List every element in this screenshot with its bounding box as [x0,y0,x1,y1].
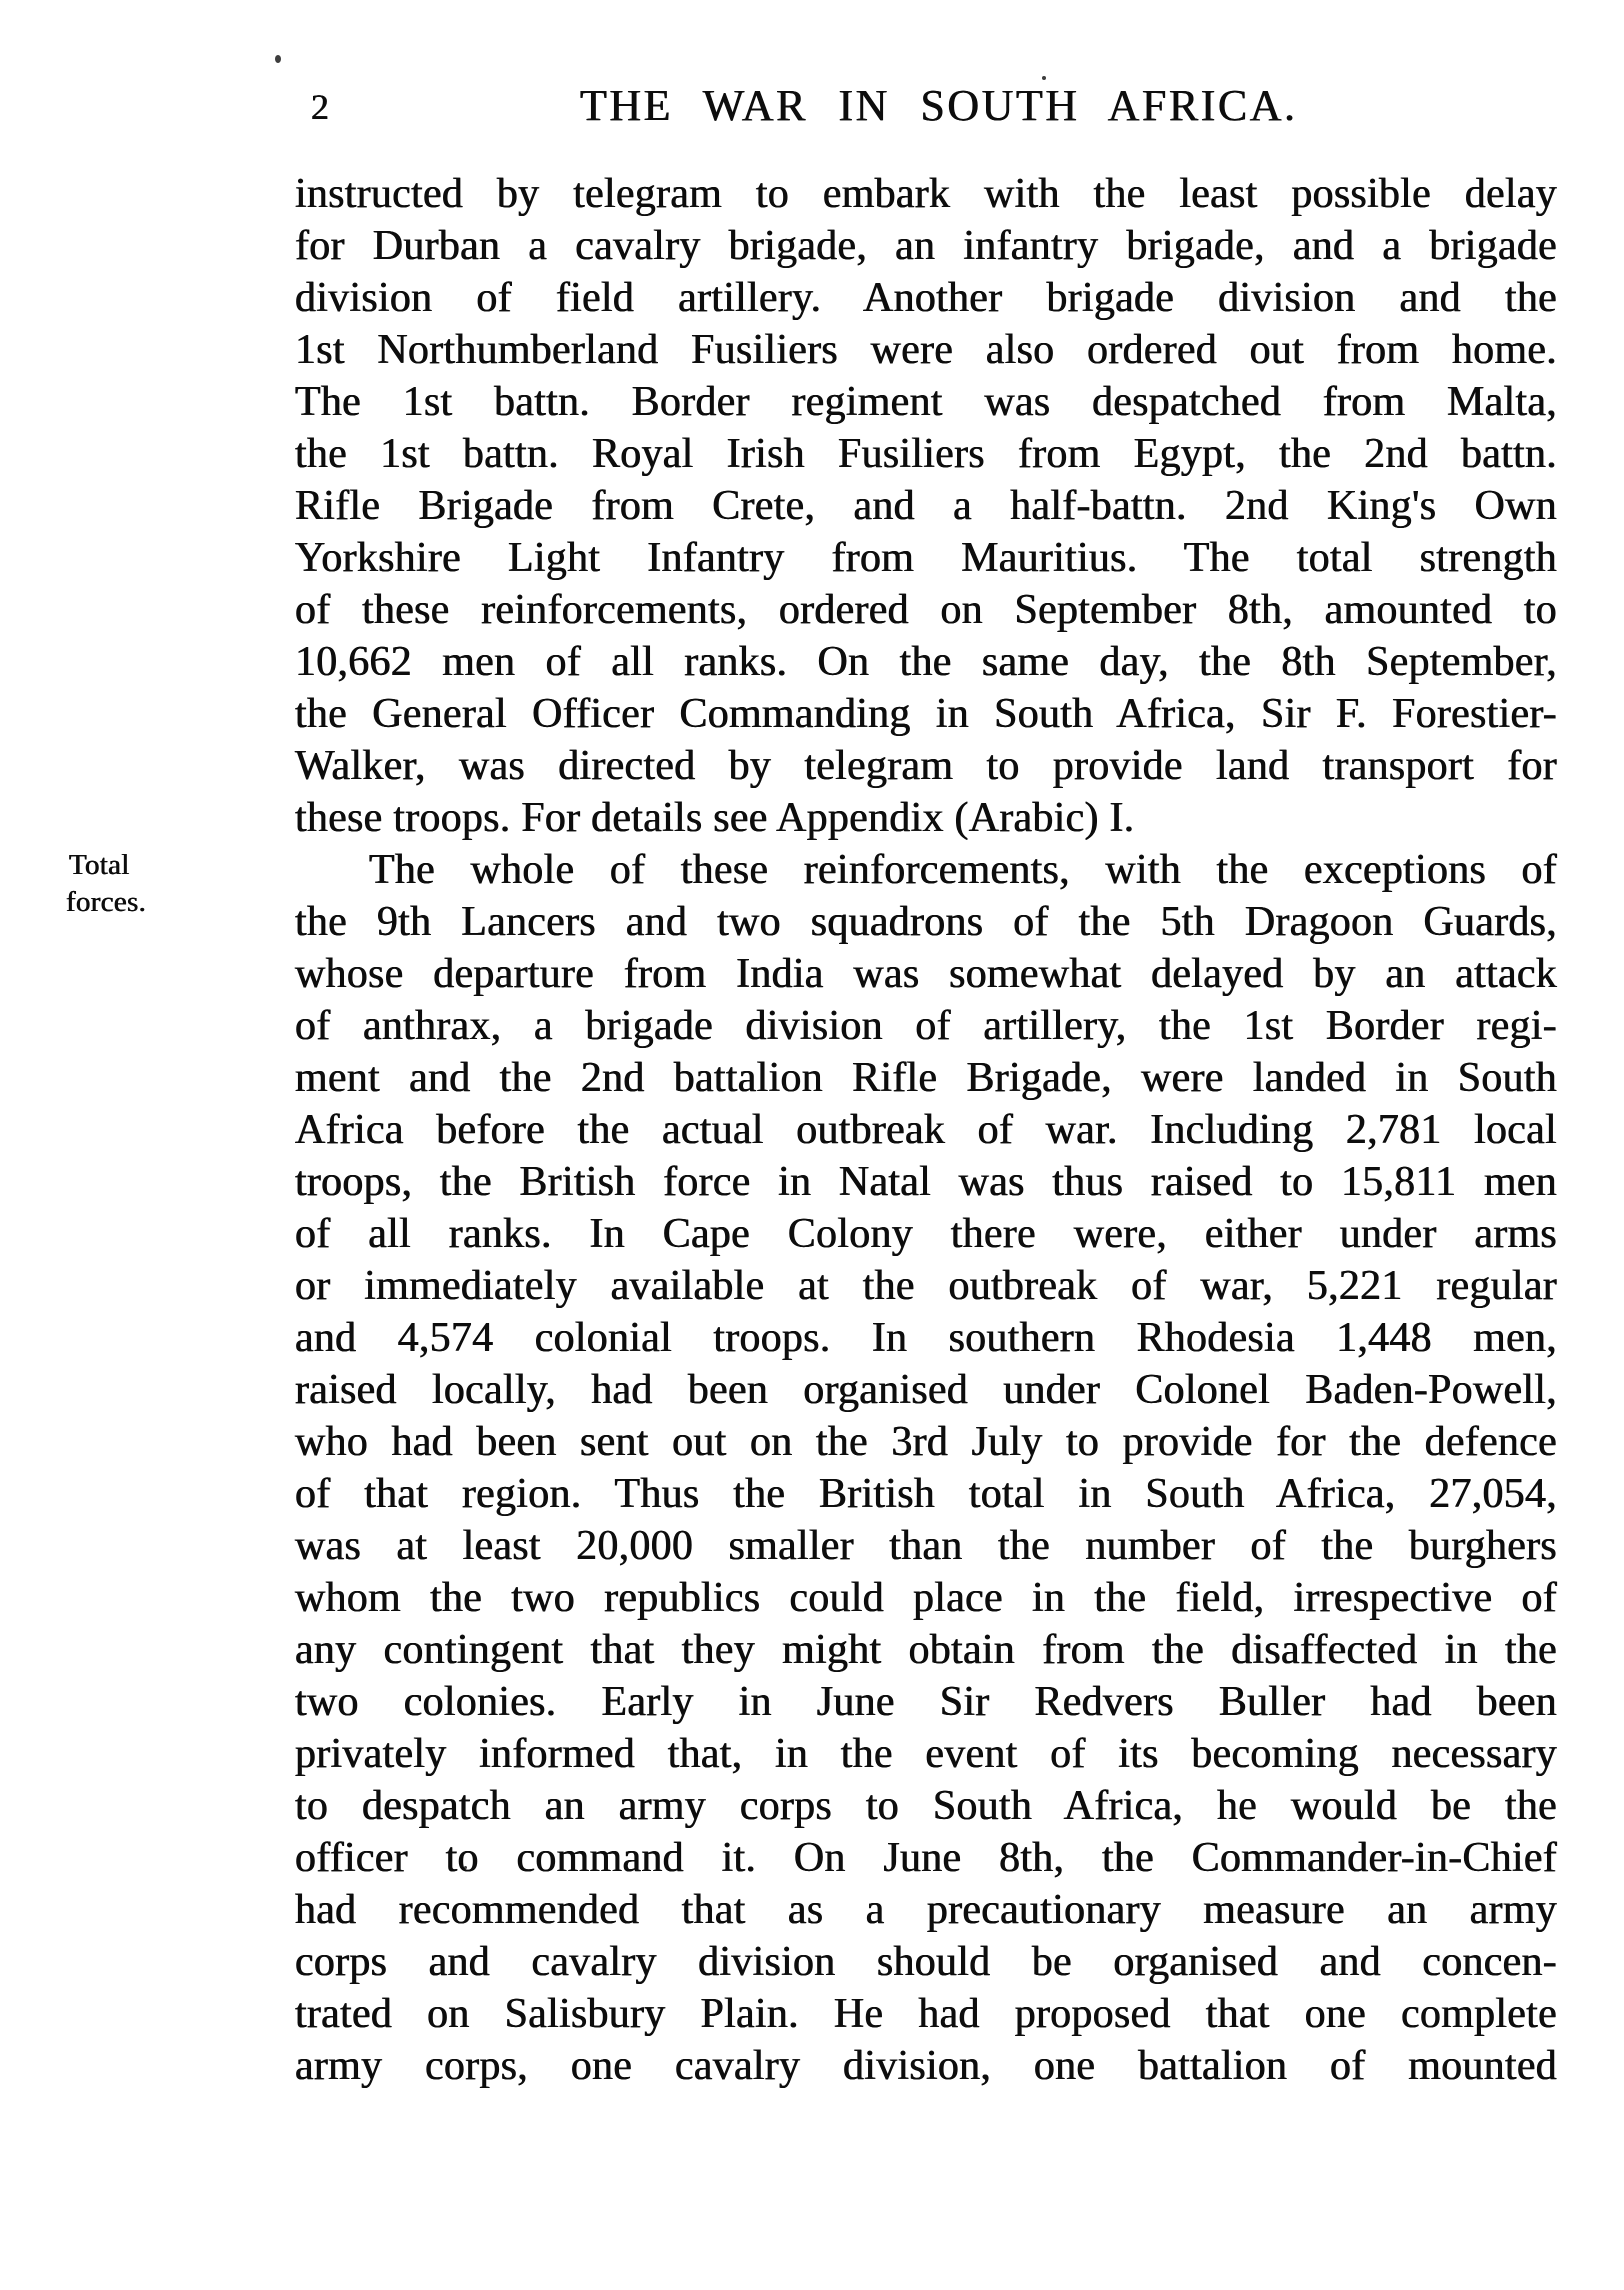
text-line: any contingent that they might obtain from the disaffected in the [295,1627,1557,1673]
text-line: was at least 20,000 smaller than the number of the burghers [295,1523,1557,1569]
running-title: THE WAR IN SOUTH AFRICA. [580,81,1298,130]
text-line: of these reinforcements, ordered on September 8th, amounted to [295,587,1557,633]
text-line: two colonies. Early in June Sir Redvers Buller had been [295,1679,1557,1725]
text-line: or immediately available at the outbreak of war, 5,221 regular [295,1263,1557,1309]
margin-note-line: forces. [66,886,147,918]
text-line: of that region. Thus the British total in South Africa, 27,054, [295,1471,1557,1517]
scan-speck [1042,76,1046,80]
text-line: troops, the British force in Natal was thus raised to 15,811 men [295,1159,1557,1205]
scan-speck [275,55,281,63]
text-line: of anthrax, a brigade division of artillery, the 1st Border regi- [295,1003,1557,1049]
text-line: raised locally, had been organised under Colonel Baden-Powell, [295,1367,1557,1413]
text-line: privately informed that, in the event of its becoming necessary [295,1731,1557,1777]
text-line: 1st Northumberland Fusiliers were also ordered out from home. [295,327,1557,373]
margin-note [66,847,146,921]
text-line: division of field artillery. Another brigade division and the [295,275,1557,321]
text-line: officer to command it. On June 8th, the Commander-in-Chief [295,1835,1557,1881]
text-line: Walker, was directed by telegram to provide land transport for [295,743,1557,789]
text-column [295,168,1557,2092]
text-line: whom the two republics could place in the field, irrespective of [295,1575,1557,1621]
text-line: army corps, one cavalry division, one battalion of mounted [295,2043,1557,2089]
text-line: the 1st battn. Royal Irish Fusiliers from Egypt, the 2nd battn. [295,431,1557,477]
text-line: and 4,574 colonial troops. In southern Rhodesia 1,448 men, [295,1315,1557,1361]
text-line: Rifle Brigade from Crete, and a half-battn. 2nd King's Own [295,483,1557,529]
text-line: ment and the 2nd battalion Rifle Brigade, were landed in South [295,1055,1557,1101]
text-line: instructed by telegram to embark with the least possible delay [295,171,1557,217]
text-line: these troops. For details see Appendix (Arabic) I. [295,795,1135,841]
text-line: who had been sent out on the 3rd July to provide for the defence [295,1419,1557,1465]
page-number: 2 [311,87,329,127]
text-line: the 9th Lancers and two squadrons of the 5th Dragoon Guards, [295,899,1557,945]
text-line: the General Officer Commanding in South Africa, Sir F. Forestier- [295,691,1557,737]
text-line: to despatch an army corps to South Africa, he would be the [295,1783,1557,1829]
text-line: for Durban a cavalry brigade, an infantry brigade, and a brigade [295,223,1557,269]
text-line: The whole of these reinforcements, with the exceptions of [369,847,1557,893]
text-line: of all ranks. In Cape Colony there were, either under arms [295,1211,1557,1257]
text-line: Africa before the actual outbreak of war. Including 2,781 local [295,1107,1557,1153]
text-line: 10,662 men of all ranks. On the same day, the 8th September, [295,639,1557,685]
text-line: The 1st battn. Border regiment was despatched from Malta, [295,379,1557,425]
text-line: whose departure from India was somewhat delayed by an attack [295,951,1557,997]
margin-note-line: Total [69,849,130,881]
text-line: Yorkshire Light Infantry from Mauritius. The total strength [295,535,1557,581]
text-line: trated on Salisbury Plain. He had proposed that one complete [295,1991,1557,2037]
text-line: had recommended that as a precautionary measure an army [295,1887,1557,1933]
text-line: corps and cavalry division should be organised and concen- [295,1939,1557,1985]
